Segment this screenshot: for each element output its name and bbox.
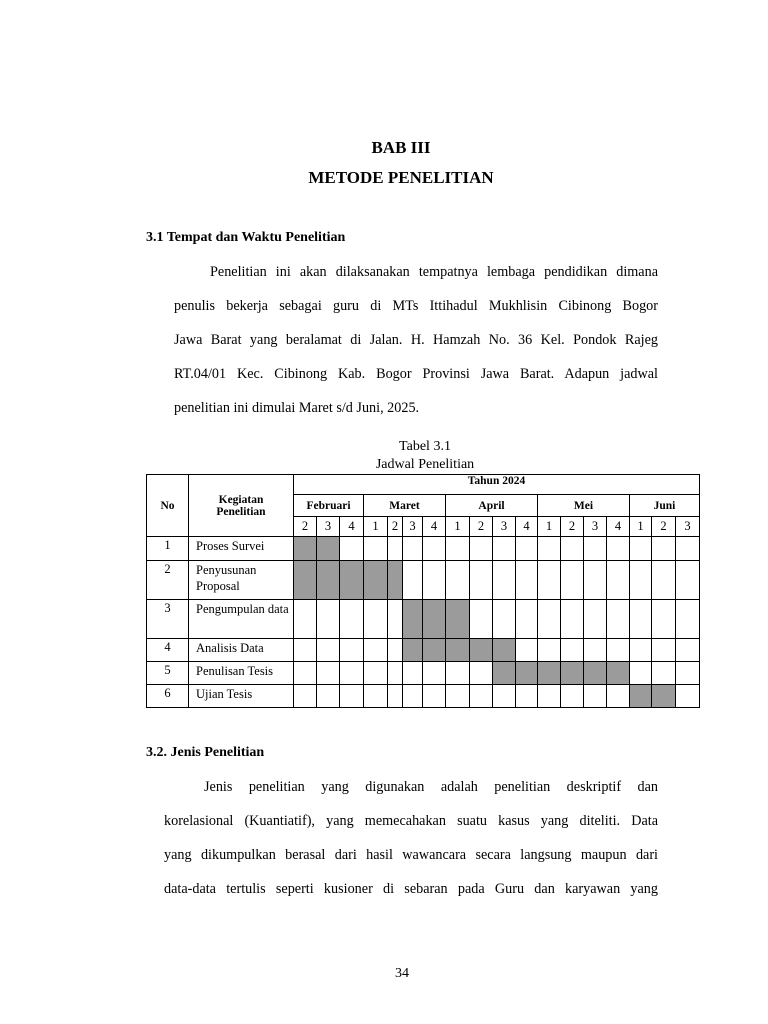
schedule-cell-filled xyxy=(470,639,493,662)
table-subtitle: Jadwal Penelitian xyxy=(375,457,475,472)
schedule-cell-filled xyxy=(403,639,423,662)
schedule-cell xyxy=(493,685,516,708)
week-header: 3 xyxy=(493,517,516,537)
schedule-cell-filled xyxy=(516,662,538,685)
schedule-cell-filled xyxy=(317,537,340,561)
schedule-cell xyxy=(561,639,584,662)
activity-name: Penyusunan Proposal xyxy=(189,561,294,600)
table-row xyxy=(147,537,700,561)
month-header: Maret xyxy=(364,495,446,517)
schedule-cell xyxy=(561,600,584,639)
header-year: Tahun 2024 xyxy=(294,475,700,495)
schedule-cell xyxy=(317,662,340,685)
section-3-2-paragraph xyxy=(164,770,658,906)
schedule-cell xyxy=(676,537,700,561)
schedule-cell xyxy=(538,639,561,662)
schedule-cell xyxy=(340,685,364,708)
schedule-cell xyxy=(607,561,630,600)
paragraph-line: Penelitian ini akan dilaksanakan tempatnya lembaga pendidikan dimana xyxy=(210,264,658,280)
schedule-cell-filled xyxy=(294,561,317,600)
schedule-cell xyxy=(364,662,388,685)
table-row xyxy=(147,639,700,662)
schedule-cell xyxy=(294,639,317,662)
chapter-title: METODE PENELITIAN xyxy=(308,168,494,187)
week-header: 3 xyxy=(676,517,700,537)
week-header: 1 xyxy=(364,517,388,537)
schedule-cell xyxy=(538,537,561,561)
schedule-cell xyxy=(493,600,516,639)
schedule-cell xyxy=(493,561,516,600)
schedule-cell xyxy=(364,685,388,708)
schedule-cell xyxy=(584,600,607,639)
header-activity: Kegiatan Penelitian xyxy=(189,475,294,537)
schedule-cell xyxy=(403,662,423,685)
week-header: 2 xyxy=(470,517,493,537)
paragraph-line: data-data tertulis seperti kusioner di sebaran pada Guru dan karyawan yang xyxy=(164,881,658,897)
schedule-cell-filled xyxy=(423,639,446,662)
schedule-cell xyxy=(423,537,446,561)
schedule-cell xyxy=(516,685,538,708)
schedule-cell xyxy=(516,561,538,600)
activity-name: Analisis Data xyxy=(189,639,294,662)
schedule-cell xyxy=(446,685,470,708)
week-header: 3 xyxy=(403,517,423,537)
schedule-cell xyxy=(317,685,340,708)
schedule-cell xyxy=(470,561,493,600)
schedule-cell xyxy=(607,537,630,561)
schedule-cell-filled xyxy=(584,662,607,685)
schedule-cell xyxy=(607,600,630,639)
schedule-cell xyxy=(538,600,561,639)
schedule-cell xyxy=(584,561,607,600)
paragraph-line: penulis bekerja sebagai guru di MTs Ittihadul Mukhlisin Cibinong Bogor xyxy=(174,298,658,314)
month-header: April xyxy=(446,495,538,517)
schedule-cell xyxy=(403,561,423,600)
schedule-cell xyxy=(423,662,446,685)
schedule-cell xyxy=(516,600,538,639)
schedule-cell xyxy=(493,537,516,561)
table-caption: Tabel 3.1 xyxy=(399,439,451,454)
schedule-cell-filled xyxy=(607,662,630,685)
schedule-cell xyxy=(340,600,364,639)
schedule-cell-filled xyxy=(340,561,364,600)
schedule-cell xyxy=(607,685,630,708)
paragraph-line: RT.04/01 Kec. Cibinong Kab. Bogor Provinsi Jawa Barat. Adapun jadwal xyxy=(174,366,658,382)
chapter-number: BAB III xyxy=(371,138,431,157)
row-number: 3 xyxy=(147,600,189,639)
week-header: 3 xyxy=(317,517,340,537)
week-header: 4 xyxy=(607,517,630,537)
schedule-cell-filled xyxy=(446,639,470,662)
activity-name: Ujian Tesis xyxy=(189,685,294,708)
paragraph-line: penelitian ini dimulai Maret s/d Juni, 2025. xyxy=(174,400,420,416)
activity-name: Proses Survei xyxy=(189,537,294,561)
schedule-cell xyxy=(423,685,446,708)
schedule-cell xyxy=(676,600,700,639)
schedule-cell-filled xyxy=(364,561,388,600)
schedule-cell xyxy=(294,600,317,639)
schedule-cell xyxy=(676,685,700,708)
week-header: 1 xyxy=(630,517,652,537)
schedule-cell xyxy=(652,639,676,662)
schedule-cell xyxy=(317,600,340,639)
section-3-1-paragraph xyxy=(174,255,658,425)
table-row xyxy=(147,561,700,600)
schedule-cell xyxy=(446,537,470,561)
section-heading-3-2: 3.2. Jenis Penelitian xyxy=(146,745,265,760)
schedule-cell xyxy=(561,685,584,708)
schedule-cell xyxy=(630,561,652,600)
schedule-cell-filled xyxy=(561,662,584,685)
row-number: 2 xyxy=(147,561,189,600)
schedule-cell-filled xyxy=(446,600,470,639)
schedule-cell-filled xyxy=(538,662,561,685)
schedule-cell xyxy=(470,685,493,708)
row-number: 5 xyxy=(147,662,189,685)
week-header: 3 xyxy=(584,517,607,537)
schedule-cell xyxy=(630,537,652,561)
paragraph-line: Jawa Barat yang beralamat di Jalan. H. Hamzah No. 36 Kel. Pondok Rajeg xyxy=(174,332,658,348)
week-header: 2 xyxy=(652,517,676,537)
schedule-cell xyxy=(652,537,676,561)
schedule-cell xyxy=(470,600,493,639)
schedule-cell xyxy=(607,639,630,662)
schedule-cell xyxy=(388,537,403,561)
week-header: 2 xyxy=(561,517,584,537)
week-header: 4 xyxy=(340,517,364,537)
schedule-cell xyxy=(630,600,652,639)
schedule-cell-filled xyxy=(652,685,676,708)
week-header: 2 xyxy=(294,517,317,537)
schedule-cell xyxy=(516,537,538,561)
paragraph-line: Jenis penelitian yang digunakan adalah penelitian deskriptif dan xyxy=(204,779,658,795)
schedule-cell xyxy=(388,662,403,685)
schedule-cell xyxy=(294,685,317,708)
schedule-cell xyxy=(364,600,388,639)
row-number: 1 xyxy=(147,537,189,561)
table-row xyxy=(147,662,700,685)
paragraph-line: yang dikumpulkan berasal dari hasil wawancara secara langsung maupun dari xyxy=(164,847,658,863)
month-header: Mei xyxy=(538,495,630,517)
schedule-table xyxy=(146,474,700,708)
page-number: 34 xyxy=(395,966,409,981)
schedule-cell xyxy=(652,662,676,685)
week-header: 4 xyxy=(423,517,446,537)
schedule-cell xyxy=(388,639,403,662)
schedule-cell xyxy=(340,662,364,685)
schedule-cell xyxy=(317,639,340,662)
schedule-cell xyxy=(584,685,607,708)
schedule-cell xyxy=(584,537,607,561)
schedule-cell-filled xyxy=(493,662,516,685)
schedule-cell xyxy=(630,662,652,685)
schedule-cell xyxy=(403,537,423,561)
schedule-cell xyxy=(340,639,364,662)
schedule-cell-filled xyxy=(493,639,516,662)
row-number: 4 xyxy=(147,639,189,662)
schedule-cell xyxy=(388,600,403,639)
schedule-cell-filled xyxy=(630,685,652,708)
schedule-cell xyxy=(561,561,584,600)
schedule-cell xyxy=(676,561,700,600)
schedule-cell-filled xyxy=(388,561,403,600)
schedule-cell-filled xyxy=(317,561,340,600)
week-header: 4 xyxy=(516,517,538,537)
schedule-cell xyxy=(538,685,561,708)
schedule-cell xyxy=(538,561,561,600)
schedule-cell xyxy=(676,639,700,662)
schedule-cell xyxy=(388,685,403,708)
table-row xyxy=(147,600,700,639)
schedule-cell xyxy=(470,662,493,685)
schedule-cell xyxy=(294,662,317,685)
table-row xyxy=(147,685,700,708)
paragraph-line: korelasional (Kuantiatif), yang memecahakan suatu kasus yang diteliti. Data xyxy=(164,813,658,829)
schedule-cell xyxy=(676,662,700,685)
schedule-cell xyxy=(364,537,388,561)
schedule-cell xyxy=(340,537,364,561)
schedule-cell xyxy=(446,561,470,600)
week-header: 1 xyxy=(446,517,470,537)
schedule-cell xyxy=(364,639,388,662)
schedule-cell-filled xyxy=(403,600,423,639)
schedule-cell xyxy=(630,639,652,662)
schedule-cell xyxy=(561,537,584,561)
schedule-cell xyxy=(423,561,446,600)
header-no: No xyxy=(147,475,189,537)
schedule-cell xyxy=(446,662,470,685)
week-header: 2 xyxy=(388,517,403,537)
schedule-cell-filled xyxy=(294,537,317,561)
week-header: 1 xyxy=(538,517,561,537)
row-number: 6 xyxy=(147,685,189,708)
activity-name: Penulisan Tesis xyxy=(189,662,294,685)
schedule-cell xyxy=(652,561,676,600)
schedule-cell xyxy=(403,685,423,708)
activity-name: Pengumpulan data xyxy=(189,600,294,639)
schedule-cell xyxy=(584,639,607,662)
section-heading-3-1: 3.1 Tempat dan Waktu Penelitian xyxy=(146,230,346,245)
schedule-cell xyxy=(652,600,676,639)
schedule-cell xyxy=(516,639,538,662)
schedule-cell-filled xyxy=(423,600,446,639)
month-header: Juni xyxy=(630,495,700,517)
month-header: Februari xyxy=(294,495,364,517)
schedule-cell xyxy=(470,537,493,561)
